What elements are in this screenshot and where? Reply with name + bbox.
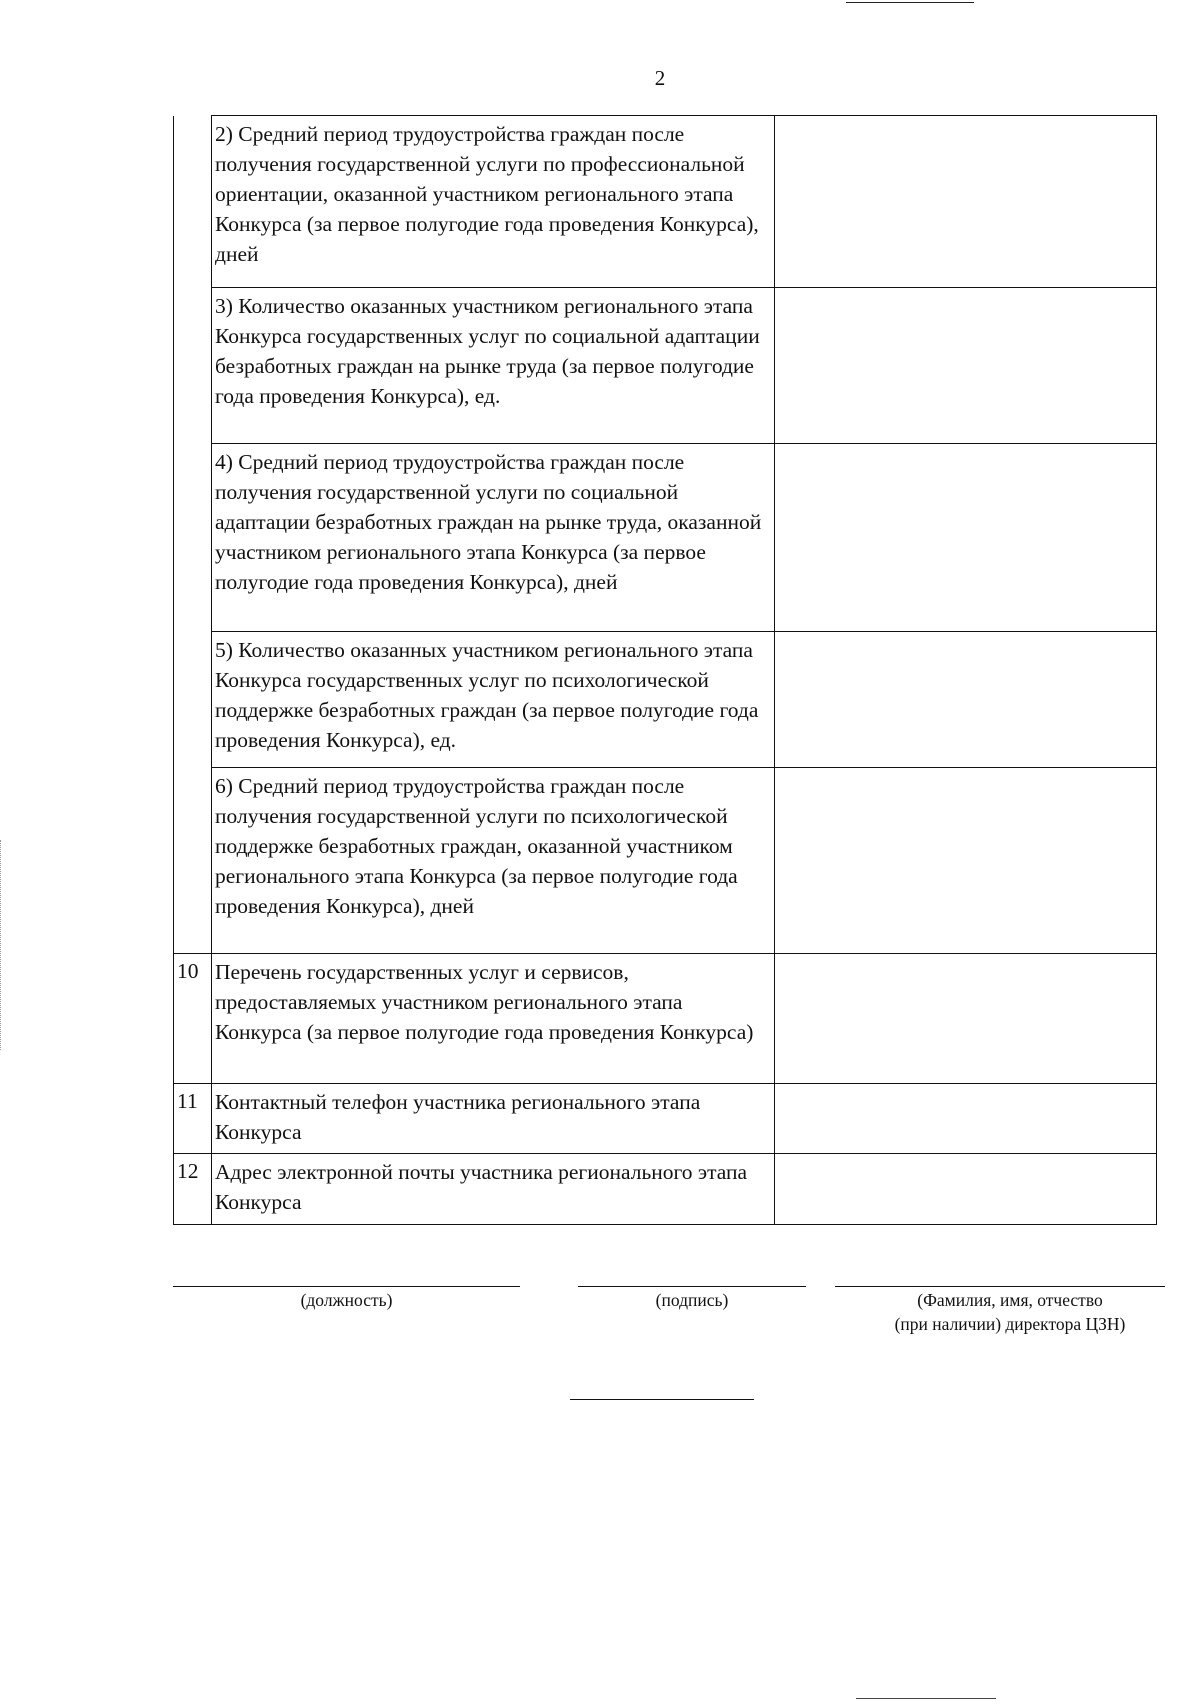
- row-number-cell: [174, 632, 212, 768]
- position-signature-field[interactable]: [173, 1286, 520, 1312]
- row-number-cell: 12: [174, 1154, 212, 1225]
- row-number-cell: [174, 444, 212, 632]
- indicator-label-cell: Перечень государственных услуг и сервисов, предоставляемых участником регионального этапа Конкурса (за первое полугодие года проведения Конкурса): [212, 954, 775, 1084]
- document-end-line: [570, 1399, 754, 1400]
- row-number-cell: [174, 768, 212, 954]
- top-edge-mark: [846, 2, 974, 3]
- row-number-cell: [174, 288, 212, 444]
- table-row: [174, 1084, 1157, 1154]
- signature-line: [578, 1286, 806, 1287]
- indicator-label-cell: Адрес электронной почты участника регионального этапа Конкурса: [212, 1154, 775, 1225]
- table-row: [174, 954, 1157, 1084]
- table-row: [174, 632, 1157, 768]
- director-name-caption-line1: (Фамилия, имя, отчество: [917, 1290, 1103, 1310]
- position-caption: (должность): [300, 1290, 393, 1310]
- indicator-label-cell: 2) Средний период трудоустройства граждан после получения государственной услуги по профессиональной ориентации, оказанной участником регионального этапа Конкурса (за первое полугодие года проведения Конкурса), дней: [212, 116, 775, 288]
- table-row: [174, 444, 1157, 632]
- indicator-label-cell: Контактный телефон участника регионального этапа Конкурса: [212, 1084, 775, 1154]
- row-number-cell: [174, 116, 212, 288]
- table-row: [174, 768, 1157, 954]
- table-row: [174, 288, 1157, 444]
- indicator-value-cell[interactable]: [775, 288, 1157, 444]
- indicator-label-cell: 3) Количество оказанных участником регионального этапа Конкурса государственных услуг по социальной адаптации безработных граждан на рынке труда (за первое полугодие года проведения Конкурса), ед.: [212, 288, 775, 444]
- signature-block: [0, 1286, 1200, 1366]
- signature-field[interactable]: [578, 1286, 806, 1312]
- indicator-value-cell[interactable]: [775, 444, 1157, 632]
- table-row: [174, 1154, 1157, 1225]
- row-number-cell: 11: [174, 1084, 212, 1154]
- signature-caption: (подпись): [655, 1290, 729, 1310]
- indicator-value-cell[interactable]: [775, 116, 1157, 288]
- indicator-label-cell: 4) Средний период трудоустройства граждан после получения государственной услуги по социальной адаптации безработных граждан на рынке труда, оказанной участником регионального этапа Конкурса (за первое полугодие года проведения Конкурса), дней: [212, 444, 775, 632]
- director-name-caption-line2: (при наличии) директора ЦЗН): [894, 1314, 1126, 1334]
- indicator-value-cell[interactable]: [775, 954, 1157, 1084]
- indicator-label-cell: 6) Средний период трудоустройства граждан после получения государственной услуги по психологической поддержке безработных граждан, оказанной участником регионального этапа Конкурса (за первое полугодие года проведения Конкурса), дней: [212, 768, 775, 954]
- director-name-field[interactable]: [835, 1286, 1165, 1336]
- row-number-cell: 10: [174, 954, 212, 1084]
- director-name-line: [835, 1286, 1165, 1287]
- position-line: [173, 1286, 520, 1287]
- bottom-edge-mark: [856, 1698, 996, 1699]
- scan-edge-artifact: [0, 840, 4, 1050]
- table-row: [174, 116, 1157, 288]
- indicator-value-cell[interactable]: [775, 768, 1157, 954]
- indicator-value-cell[interactable]: [775, 1154, 1157, 1225]
- indicator-value-cell[interactable]: [775, 632, 1157, 768]
- indicator-label-cell: 5) Количество оказанных участником регионального этапа Конкурса государственных услуг по психологической поддержке безработных граждан (за первое полугодие года проведения Конкурса), ед.: [212, 632, 775, 768]
- page-number: 2: [654, 66, 666, 90]
- application-form-table: [173, 115, 1157, 1225]
- indicator-value-cell[interactable]: [775, 1084, 1157, 1154]
